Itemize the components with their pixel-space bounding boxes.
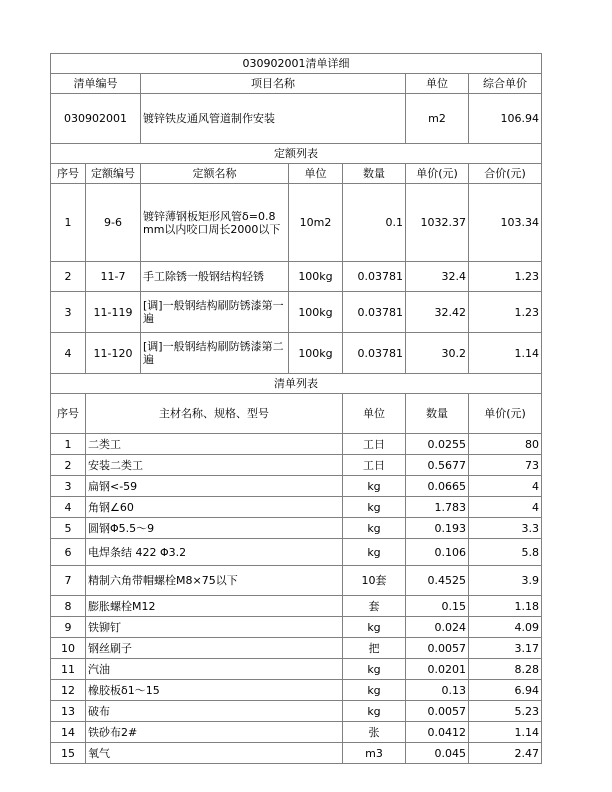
material-unit: kg — [343, 539, 406, 566]
material-name: 铁砂布2# — [86, 722, 343, 743]
material-qty: 0.193 — [406, 518, 469, 539]
material-price: 1.14 — [469, 722, 542, 743]
column-header: 合价(元) — [469, 164, 542, 184]
material-price: 8.28 — [469, 659, 542, 680]
item-unit: m2 — [406, 94, 469, 144]
material-name: 膨胀螺栓M12 — [86, 596, 343, 617]
table-row — [51, 680, 542, 701]
material-no: 12 — [51, 680, 86, 701]
column-header: 项目名称 — [141, 74, 406, 94]
column-header: 定额编号 — [86, 164, 141, 184]
material-unit: 把 — [343, 638, 406, 659]
item-code: 030902001 — [51, 94, 141, 144]
material-qty: 0.0255 — [406, 434, 469, 455]
material-unit: 工日 — [343, 455, 406, 476]
material-qty: 0.0057 — [406, 638, 469, 659]
material-unit: 10套 — [343, 566, 406, 596]
column-header: 单位 — [343, 394, 406, 434]
material-price: 3.3 — [469, 518, 542, 539]
material-no: 13 — [51, 701, 86, 722]
detail-table — [50, 53, 542, 764]
materials-body — [51, 434, 542, 764]
column-header: 综合单价 — [469, 74, 542, 94]
table-row — [51, 476, 542, 497]
material-name: 氧气 — [86, 743, 343, 764]
column-header: 数量 — [406, 394, 469, 434]
material-unit: kg — [343, 617, 406, 638]
table-row — [51, 617, 542, 638]
material-no: 5 — [51, 518, 86, 539]
material-qty: 0.045 — [406, 743, 469, 764]
material-name: 圆钢Φ5.5～9 — [86, 518, 343, 539]
table-row — [51, 455, 542, 476]
column-header: 主材名称、规格、型号 — [86, 394, 343, 434]
material-unit: 工日 — [343, 434, 406, 455]
material-price: 73 — [469, 455, 542, 476]
column-header: 单价(元) — [469, 394, 542, 434]
item-name: 镀锌铁皮通风管道制作安装 — [141, 94, 406, 144]
table-row — [51, 518, 542, 539]
column-header: 清单编号 — [51, 74, 141, 94]
page-title: 030902001清单详细 — [51, 54, 542, 74]
column-header: 单价(元) — [406, 164, 469, 184]
material-no: 10 — [51, 638, 86, 659]
material-unit: 张 — [343, 722, 406, 743]
quota-row: 3 11-119 [调]一般钢结构刷防锈漆第一遍 100kg 0.03781 32.42 1.23 — [51, 292, 542, 333]
material-name: 破布 — [86, 701, 343, 722]
material-no: 4 — [51, 497, 86, 518]
material-no: 14 — [51, 722, 86, 743]
column-header: 数量 — [343, 164, 406, 184]
material-unit: 套 — [343, 596, 406, 617]
material-no: 2 — [51, 455, 86, 476]
material-qty: 0.106 — [406, 539, 469, 566]
material-name: 铁铆钉 — [86, 617, 343, 638]
column-header: 单位 — [289, 164, 343, 184]
material-no: 11 — [51, 659, 86, 680]
material-price: 3.17 — [469, 638, 542, 659]
material-name: 精制六角带帽螺栓M8×75以下 — [86, 566, 343, 596]
summary-header-row — [51, 74, 542, 94]
material-name: 钢丝刷子 — [86, 638, 343, 659]
quota-row: 1 9-6 镀锌薄钢板矩形风管δ=0.8mm以内咬口周长2000以下 10m2 0.1 1032.37 103.34 — [51, 184, 542, 262]
material-no: 7 — [51, 566, 86, 596]
column-header: 序号 — [51, 394, 86, 434]
material-qty: 0.0412 — [406, 722, 469, 743]
material-qty: 1.783 — [406, 497, 469, 518]
material-price: 3.9 — [469, 566, 542, 596]
table-row — [51, 497, 542, 518]
material-no: 1 — [51, 434, 86, 455]
material-name: 橡胶板δ1～15 — [86, 680, 343, 701]
table-row — [51, 434, 542, 455]
summary-row — [51, 94, 542, 144]
section-title-materials: 清单列表 — [51, 374, 542, 394]
material-qty: 0.4525 — [406, 566, 469, 596]
material-unit: m3 — [343, 743, 406, 764]
material-price: 4 — [469, 476, 542, 497]
quota-row: 2 11-7 手工除锈一般钢结构轻锈 100kg 0.03781 32.4 1.23 — [51, 262, 542, 292]
material-qty: 0.5677 — [406, 455, 469, 476]
material-price: 5.23 — [469, 701, 542, 722]
material-unit: kg — [343, 659, 406, 680]
material-no: 3 — [51, 476, 86, 497]
column-header: 定额名称 — [141, 164, 289, 184]
material-price: 2.47 — [469, 743, 542, 764]
material-no: 8 — [51, 596, 86, 617]
quota-row: 4 11-120 [调]一般钢结构刷防锈漆第二遍 100kg 0.03781 30.2 1.14 — [51, 333, 542, 374]
material-qty: 0.0057 — [406, 701, 469, 722]
material-price: 4 — [469, 497, 542, 518]
material-no: 9 — [51, 617, 86, 638]
table-row — [51, 566, 542, 596]
quota-header-row — [51, 164, 542, 184]
material-unit: kg — [343, 476, 406, 497]
table-row — [51, 743, 542, 764]
material-qty: 0.024 — [406, 617, 469, 638]
material-price: 4.09 — [469, 617, 542, 638]
material-qty: 0.0665 — [406, 476, 469, 497]
material-unit: kg — [343, 701, 406, 722]
material-no: 15 — [51, 743, 86, 764]
column-header: 单位 — [406, 74, 469, 94]
section-title-quota: 定额列表 — [51, 144, 542, 164]
material-price: 6.94 — [469, 680, 542, 701]
material-name: 汽油 — [86, 659, 343, 680]
material-price: 5.8 — [469, 539, 542, 566]
material-unit: kg — [343, 518, 406, 539]
item-price: 106.94 — [469, 94, 542, 144]
table-row — [51, 596, 542, 617]
material-price: 1.18 — [469, 596, 542, 617]
material-name: 角钢∠60 — [86, 497, 343, 518]
table-row — [51, 659, 542, 680]
material-price: 80 — [469, 434, 542, 455]
material-qty: 0.0201 — [406, 659, 469, 680]
column-header: 序号 — [51, 164, 86, 184]
material-name: 安装二类工 — [86, 455, 343, 476]
materials-header-row — [51, 394, 542, 434]
table-row — [51, 722, 542, 743]
material-unit: kg — [343, 680, 406, 701]
material-unit: kg — [343, 497, 406, 518]
material-qty: 0.13 — [406, 680, 469, 701]
material-name: 二类工 — [86, 434, 343, 455]
material-name: 扁钢<-59 — [86, 476, 343, 497]
material-qty: 0.15 — [406, 596, 469, 617]
material-name: 电焊条结 422 Φ3.2 — [86, 539, 343, 566]
table-row — [51, 638, 542, 659]
table-row — [51, 539, 542, 566]
table-row — [51, 701, 542, 722]
material-no: 6 — [51, 539, 86, 566]
